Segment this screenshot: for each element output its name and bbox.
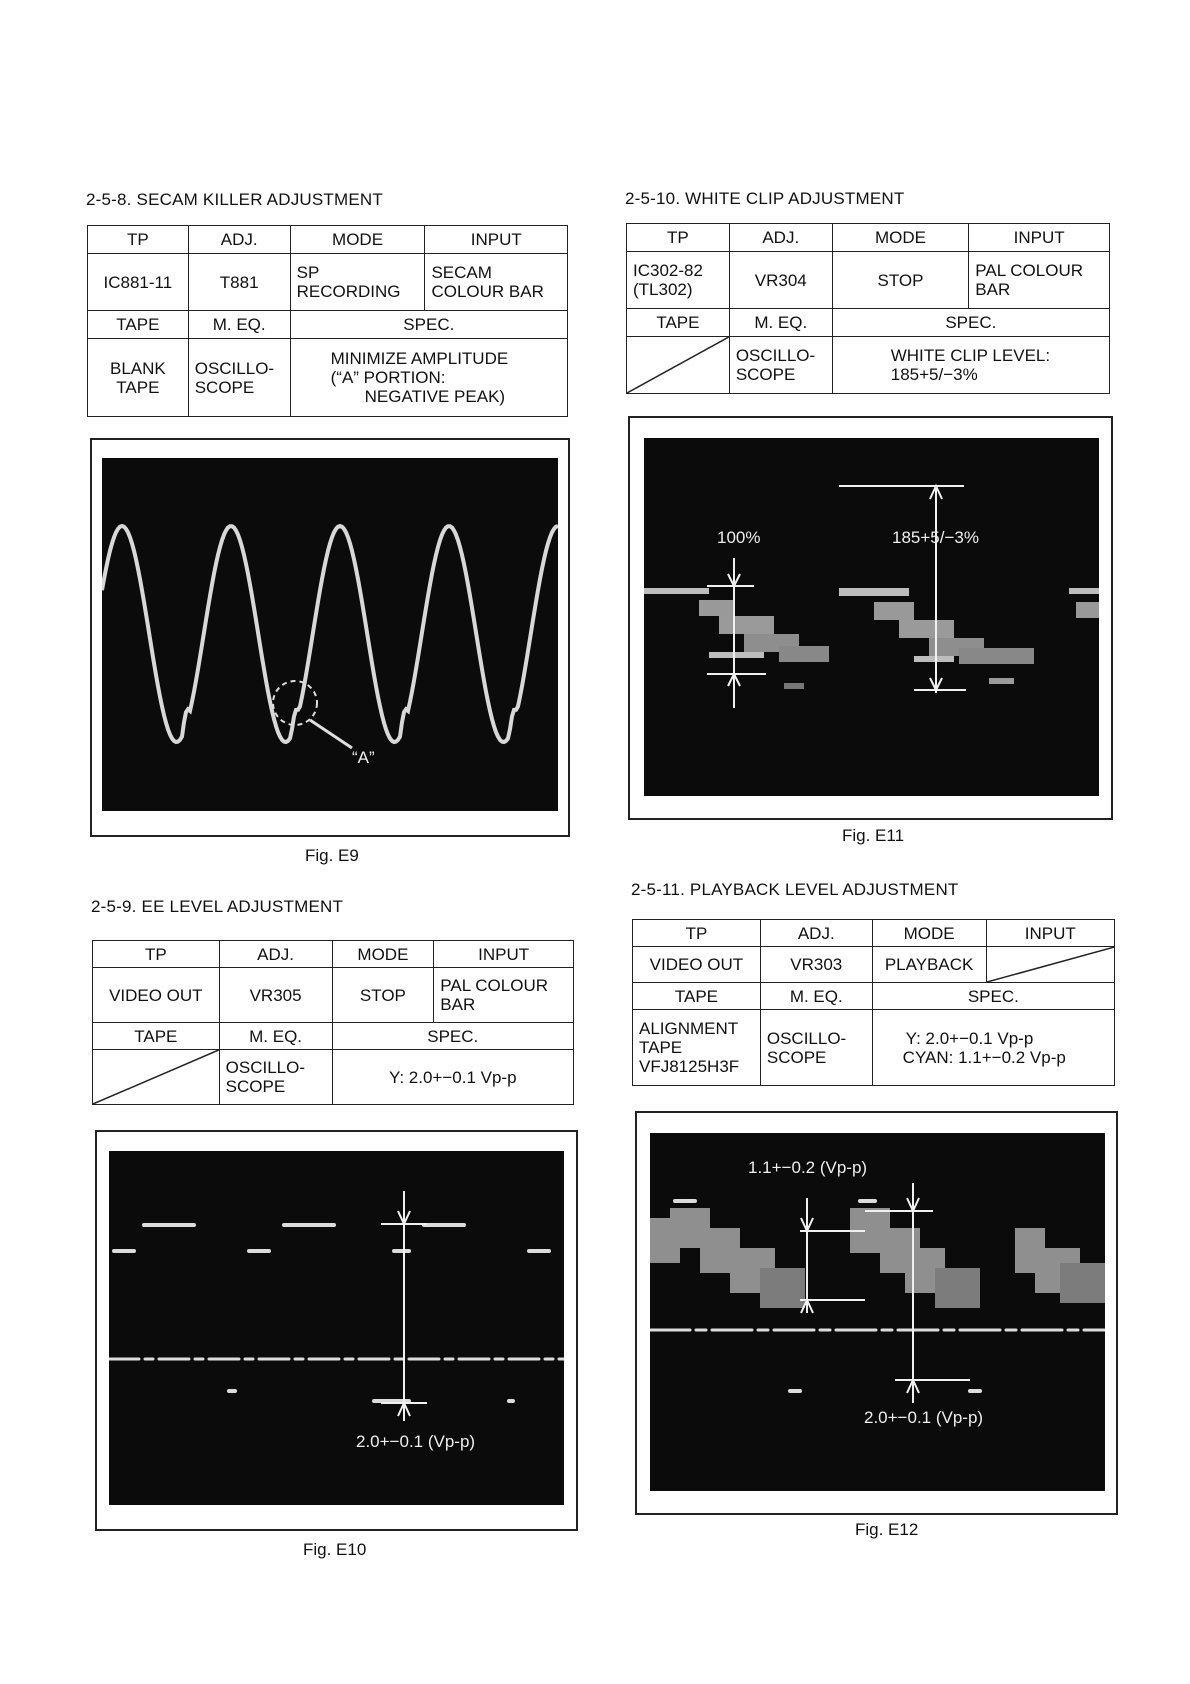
input-value: PAL COLOUR BAR	[434, 968, 574, 1023]
header-spec: SPEC.	[332, 1023, 573, 1050]
oscilloscope-screen	[650, 1133, 1105, 1491]
header-tape: TAPE	[633, 983, 761, 1010]
header-adj: ADJ.	[188, 226, 290, 254]
header-meq: M. EQ.	[188, 311, 290, 339]
playback-heading: 2-5-11. PLAYBACK LEVEL ADJUSTMENT	[631, 880, 959, 899]
figure-caption: Fig. E9	[305, 846, 359, 865]
meq-value: OSCILLO- SCOPE	[760, 1010, 872, 1086]
header-meq: M. EQ.	[729, 309, 832, 337]
spec-value: WHITE CLIP LEVEL: 185+5/−3%	[832, 337, 1109, 394]
tp-value: VIDEO OUT	[93, 968, 220, 1023]
header-tape: TAPE	[88, 311, 189, 339]
header-mode: MODE	[832, 224, 969, 252]
figure-frame	[95, 1130, 578, 1531]
meq-value: OSCILLO- SCOPE	[188, 339, 290, 417]
white-clip-heading: 2-5-10. WHITE CLIP ADJUSTMENT	[625, 189, 905, 208]
figure-frame	[635, 1111, 1118, 1515]
mode-value: STOP	[332, 968, 434, 1023]
header-input: INPUT	[425, 226, 568, 254]
tape-empty-cell	[627, 337, 730, 394]
header-meq: M. EQ.	[760, 983, 872, 1010]
mode-value: PLAYBACK	[872, 947, 986, 983]
ee-level-label: 2.0+−0.1 (Vp-p)	[356, 1432, 476, 1451]
oscilloscope-screen	[109, 1151, 564, 1505]
header-spec: SPEC.	[872, 983, 1114, 1010]
white-clip-waveform	[644, 438, 1099, 796]
header-mode: MODE	[872, 920, 986, 947]
adj-value: VR303	[760, 947, 872, 983]
tape-empty-cell	[93, 1050, 220, 1105]
figure-caption: Fig. E10	[303, 1540, 367, 1559]
ee-heading: 2-5-9. EE LEVEL ADJUSTMENT	[91, 897, 344, 916]
tp-value: IC302-82 (TL302)	[627, 252, 730, 309]
portion-a-leader	[310, 720, 352, 748]
secam-table	[87, 225, 568, 417]
header-spec: SPEC.	[832, 309, 1109, 337]
tape-value: BLANK TAPE	[88, 339, 189, 417]
spec-value: Y: 2.0+−0.1 Vp-p	[332, 1050, 573, 1105]
adj-value: VR305	[219, 968, 332, 1023]
figure-frame	[90, 438, 570, 837]
header-spec: SPEC.	[290, 311, 567, 339]
spec-value: Y: 2.0+−0.1 Vp-p CYAN: 1.1+−0.2 Vp-p	[872, 1010, 1114, 1086]
header-tape: TAPE	[93, 1023, 220, 1050]
tp-value: IC881-11	[88, 254, 189, 311]
white-clip-100-label: 100%	[717, 528, 761, 547]
tp-value: VIDEO OUT	[633, 947, 761, 983]
figure-frame	[628, 416, 1113, 820]
header-input: INPUT	[434, 941, 574, 968]
header-tp: TP	[627, 224, 730, 252]
mode-value: STOP	[832, 252, 969, 309]
header-adj: ADJ.	[729, 224, 832, 252]
white-clip-table	[626, 223, 1110, 394]
cyan-level-label: 1.1+−0.2 (Vp-p)	[748, 1158, 868, 1177]
playback-waveform	[650, 1133, 1105, 1491]
oscilloscope-screen	[102, 458, 558, 811]
header-mode: MODE	[332, 941, 434, 968]
input-value: PAL COLOUR BAR	[969, 252, 1110, 309]
playback-table	[632, 919, 1115, 1086]
header-adj: ADJ.	[760, 920, 872, 947]
adj-value: T881	[188, 254, 290, 311]
header-tp: TP	[88, 226, 189, 254]
header-tape: TAPE	[627, 309, 730, 337]
figure-caption: Fig. E11	[842, 826, 905, 845]
meq-value: OSCILLO- SCOPE	[219, 1050, 332, 1105]
input-value: SECAM COLOUR BAR	[425, 254, 568, 311]
header-tp: TP	[93, 941, 220, 968]
header-mode: MODE	[290, 226, 425, 254]
portion-a-label: “A”	[352, 748, 375, 767]
ee-waveform	[109, 1151, 564, 1505]
header-tp: TP	[633, 920, 761, 947]
spec-value: MINIMIZE AMPLITUDE (“A” PORTION: NEGATIVE PEAK)	[290, 339, 567, 417]
header-adj: ADJ.	[219, 941, 332, 968]
oscilloscope-screen	[644, 438, 1099, 796]
mode-value: SP RECORDING	[290, 254, 425, 311]
white-clip-level-label: 185+5/−3%	[892, 528, 979, 547]
meq-value: OSCILLO- SCOPE	[729, 337, 832, 394]
header-input: INPUT	[969, 224, 1110, 252]
sine-waveform	[102, 458, 558, 811]
adj-value: VR304	[729, 252, 832, 309]
header-input: INPUT	[986, 920, 1114, 947]
y-level-label: 2.0+−0.1 (Vp-p)	[864, 1408, 984, 1427]
tape-value: ALIGNMENT TAPE VFJ8125H3F	[633, 1010, 761, 1086]
figure-caption: Fig. E12	[855, 1520, 919, 1539]
input-empty-cell	[986, 947, 1114, 983]
header-meq: M. EQ.	[219, 1023, 332, 1050]
ee-table	[92, 940, 574, 1105]
secam-heading: 2-5-8. SECAM KILLER ADJUSTMENT	[86, 190, 383, 209]
